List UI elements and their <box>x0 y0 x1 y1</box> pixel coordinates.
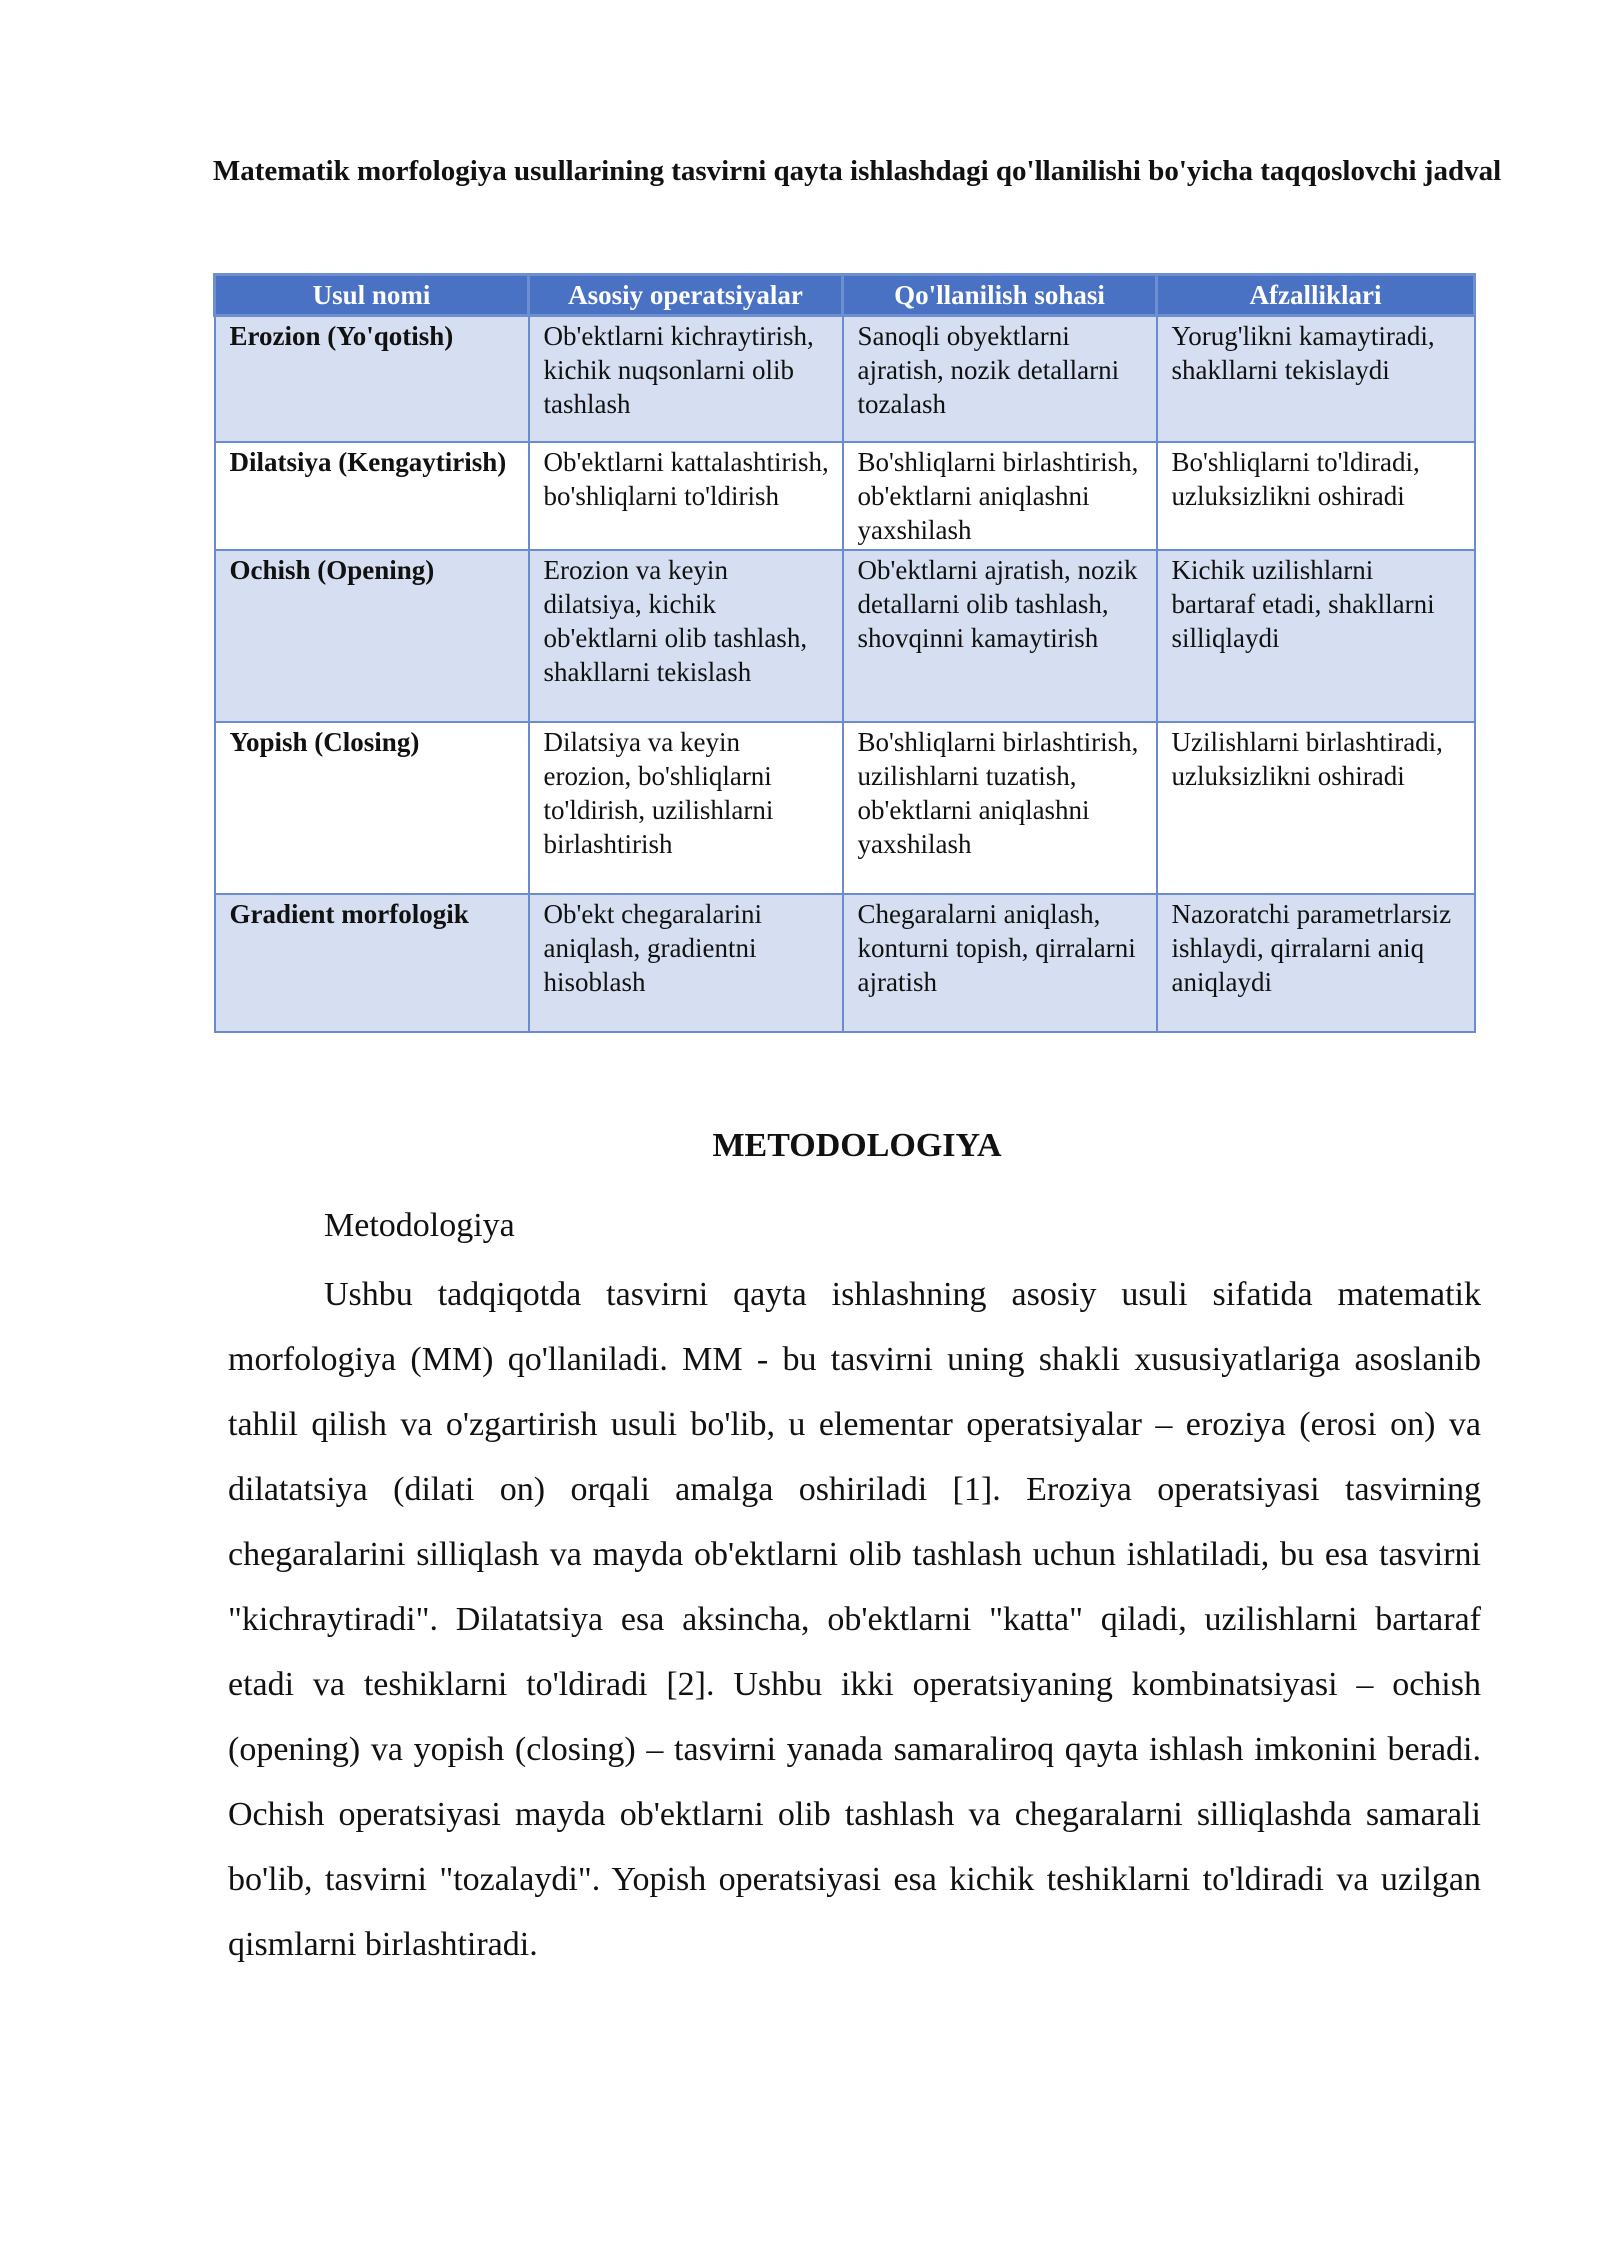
column-header-application: Qo'llanilish sohasi <box>843 275 1157 316</box>
comparison-table <box>213 273 1476 1033</box>
operations-cell: Ob'ekt chegaralarini aniqlash, gradientni hisoblash <box>529 894 843 1032</box>
advantages-cell: Bo'shliqlarni to'ldiradi, uzluksizlikni oshiradi <box>1157 442 1475 550</box>
advantages-cell: Yorug'likni kamaytiradi, shakllarni tekislaydi <box>1157 316 1475 442</box>
section-heading: METODOLOGIYA <box>712 1127 1002 1164</box>
column-header-operations: Asosiy operatsiyalar <box>529 275 843 316</box>
table-row <box>215 316 1475 442</box>
application-cell: Sanoqli obyektlarni ajratish, nozik detallarni tozalash <box>843 316 1157 442</box>
table-row <box>215 442 1475 550</box>
method-name-cell: Dilatsiya (Kengaytirish) <box>215 442 529 550</box>
operations-cell: Erozion va keyin dilatsiya, kichik ob'ektlarni olib tashlash, shakllarni tekislash <box>529 550 843 722</box>
paragraph-label: Metodologiya <box>324 1207 515 1244</box>
operations-cell: Dilatsiya va keyin erozion, bo'shliqlarni to'ldirish, uzilishlarni birlashtirish <box>529 722 843 894</box>
table-title: Matematik morfologiya usullarining tasvirni qayta ishlashdagi qo'llanilishi bo'yicha taqqoslovchi jadval <box>212 155 1502 187</box>
column-header-method: Usul nomi <box>215 275 529 316</box>
table-row <box>215 722 1475 894</box>
method-name-cell: Yopish (Closing) <box>215 722 529 894</box>
method-name-cell: Erozion (Yo'qotish) <box>215 316 529 442</box>
advantages-cell: Nazoratchi parametrlarsiz ishlaydi, qirralarni aniq aniqlaydi <box>1157 894 1475 1032</box>
application-cell: Bo'shliqlarni birlashtirish, ob'ektlarni aniqlashni yaxshilash <box>843 442 1157 550</box>
table-row <box>215 550 1475 722</box>
body-paragraph: Ushbu tadqiqotda tasvirni qayta ishlashning asosiy usuli sifatida matematik morfologiya (MM) qo'llaniladi. MM - bu tasvirni uning shakli xususiyatlariga asoslanib tahlil qilish va o'zgartirish usuli bo'lib, u elementar operatsiyalar – eroziya (erosi on) va dilatatsiya (dilati on) orqali amalga oshiriladi [1]. Eroziya operatsiyasi tasvirning chegaralarini silliqlash va mayda ob'ektlarni olib tashlash uchun ishlatiladi, bu esa tasvirni "kichraytiradi". Dilatatsiya esa aksincha, ob'ektlarni "katta" qiladi, uzilishlarni bartaraf etadi va teshiklarni to'ldiradi [2]. Ushbu ikki operatsiyaning kombinatsiyasi – ochish (opening) va yopish (closing) – tasvirni yanada samaraliroq qayta ishlash imkonini beradi. Ochish operatsiyasi mayda ob'ektlarni olib tashlash va chegaralarni silliqlashda samarali bo'lib, tasvirni "tozalaydi". Yopish operatsiyasi esa kichik teshiklarni to'ldiradi va uzilgan qismlarni birlashtiradi. <box>228 1276 1481 1963</box>
application-cell: Bo'shliqlarni birlashtirish, uzilishlarni tuzatish, ob'ektlarni aniqlashni yaxshilash <box>843 722 1157 894</box>
method-name-cell: Gradient morfologik <box>215 894 529 1032</box>
application-cell: Ob'ektlarni ajratish, nozik detallarni olib tashlash, shovqinni kamaytirish <box>843 550 1157 722</box>
application-cell: Chegaralarni aniqlash, konturni topish, qirralarni ajratish <box>843 894 1157 1032</box>
column-header-advantages: Afzalliklari <box>1157 275 1475 316</box>
table-row <box>215 894 1475 1032</box>
advantages-cell: Kichik uzilishlarni bartaraf etadi, shakllarni silliqlaydi <box>1157 550 1475 722</box>
advantages-cell: Uzilishlarni birlashtiradi, uzluksizlikni oshiradi <box>1157 722 1475 894</box>
operations-cell: Ob'ektlarni kattalashtirish, bo'shliqlarni to'ldirish <box>529 442 843 550</box>
operations-cell: Ob'ektlarni kichraytirish, kichik nuqsonlarni olib tashlash <box>529 316 843 442</box>
method-name-cell: Ochish (Opening) <box>215 550 529 722</box>
table-header-row <box>215 275 1475 316</box>
